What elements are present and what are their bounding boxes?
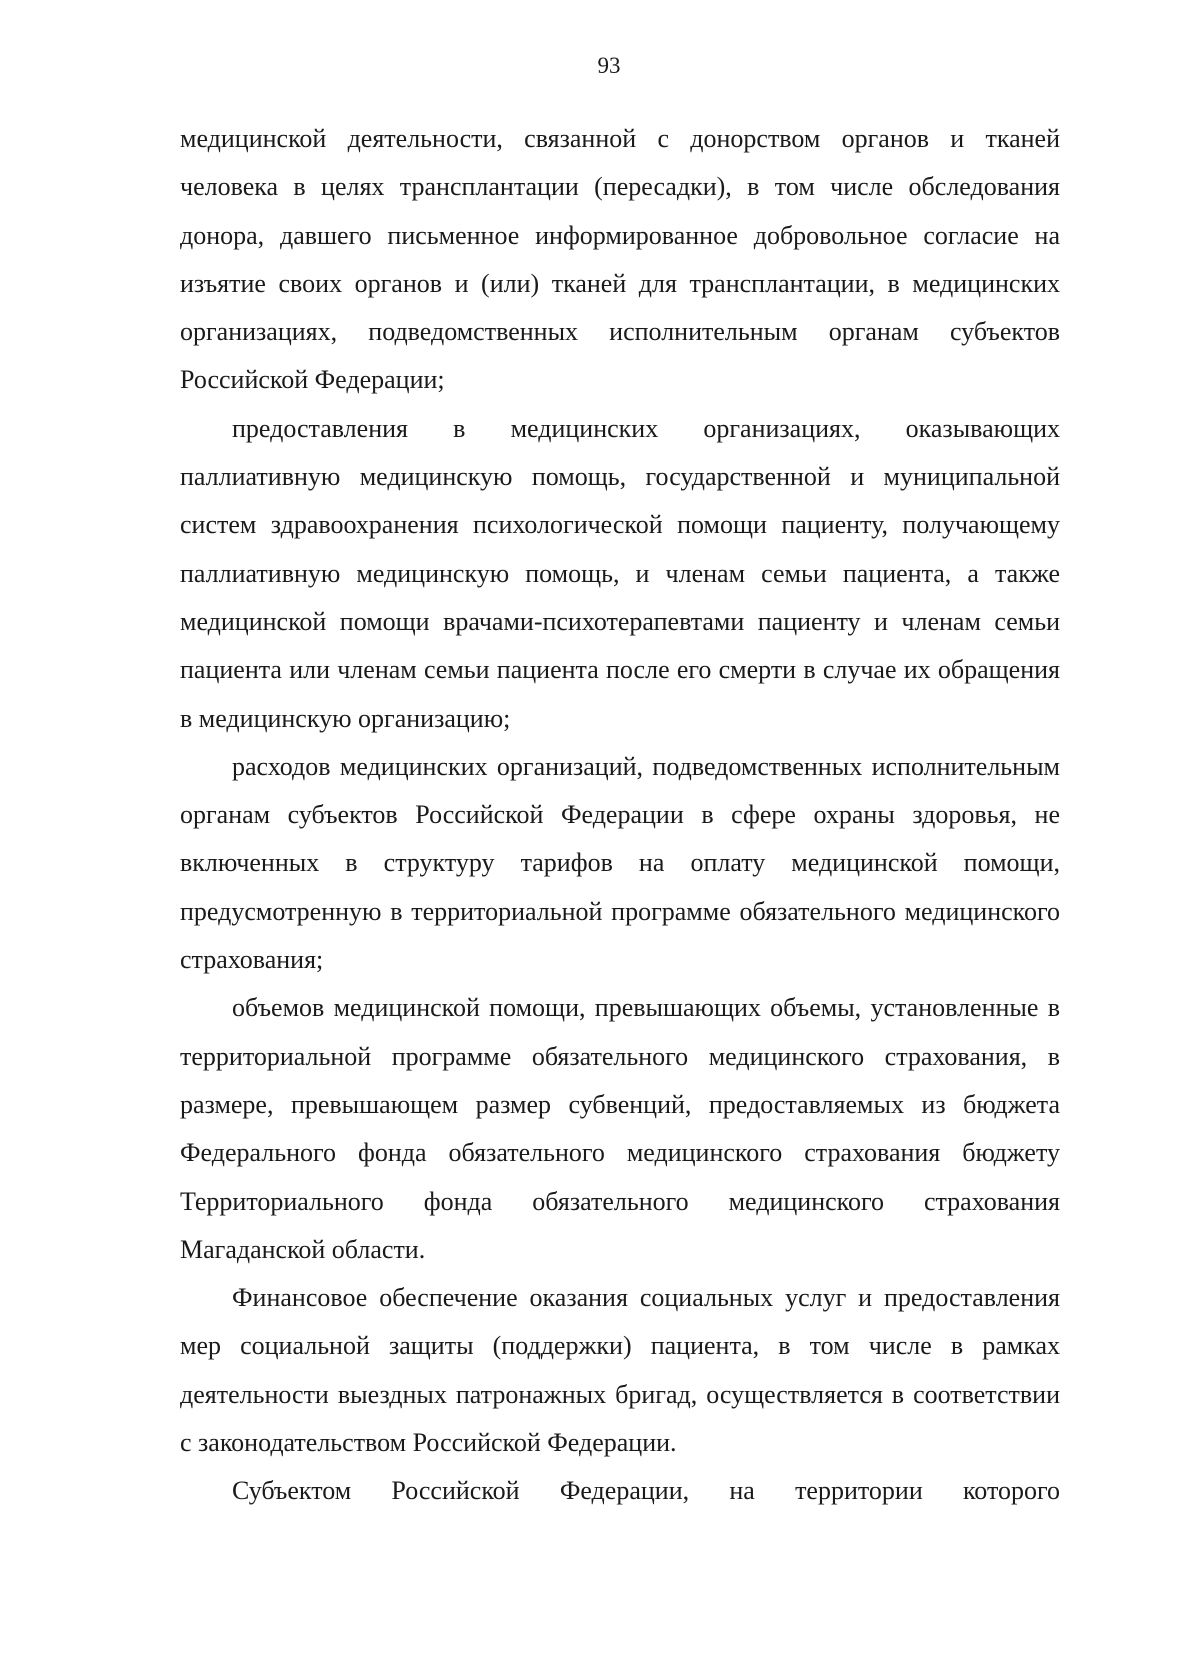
document-body xyxy=(180,115,1060,1516)
paragraph-subject-territory: Субъектом Российской Федерации, на территории которого xyxy=(232,1476,1060,1506)
paragraph-donor-organs: медицинской деятельности, связанной с донорством органов и тканей человека в целях трансплантации (пересадки), в том числе обследования донора, давшего письменное информированное добровольное согласие на изъятие своих органов и (или) тканей для трансплантации, в медицинских организациях, подведомственных исполнительным органам субъектов Российской Федерации; xyxy=(180,124,1060,395)
paragraph-organization-expenses: расходов медицинских организаций, подведомственных исполнительным органам субъектов Российской Федерации в сфере охраны здоровья, не включенных в структуру тарифов на оплату медицинской помощи, предусмотренную в территориальной программе обязательного медицинского страхования; xyxy=(180,751,1060,975)
paragraph-palliative-psychological-help: предоставления в медицинских организациях, оказывающих паллиативную медицинскую помощь, государственной и муниципальной систем здравоохранения психологической помощи пациенту, получающему паллиативную медицинскую помощь, и членам семьи пациента, а также медицинской помощи врачами-психотерапевтами пациенту и членам семьи пациента или членам семьи пациента после его смерти в случае их обращения в медицинскую организацию; xyxy=(180,413,1060,733)
paragraph-excess-volumes: объемов медицинской помощи, превышающих объемы, установленные в территориальной программе обязательного медицинского страхования, в размере, превышающем размер субвенций, предоставляемых из бюджета Федерального фонда обязательного медицинского страхования бюджету Территориального фонда обязательного медицинского страхования Магаданской области. xyxy=(180,993,1060,1264)
page-number: 93 xyxy=(597,53,621,78)
paragraph-social-services-financing: Финансовое обеспечение оказания социальных услуг и предоставления мер социальной защиты (поддержки) пациента, в том числе в рамках деятельности выездных патронажных бригад, осуществляется в соответствии с законодательством Российской Федерации. xyxy=(180,1283,1060,1458)
